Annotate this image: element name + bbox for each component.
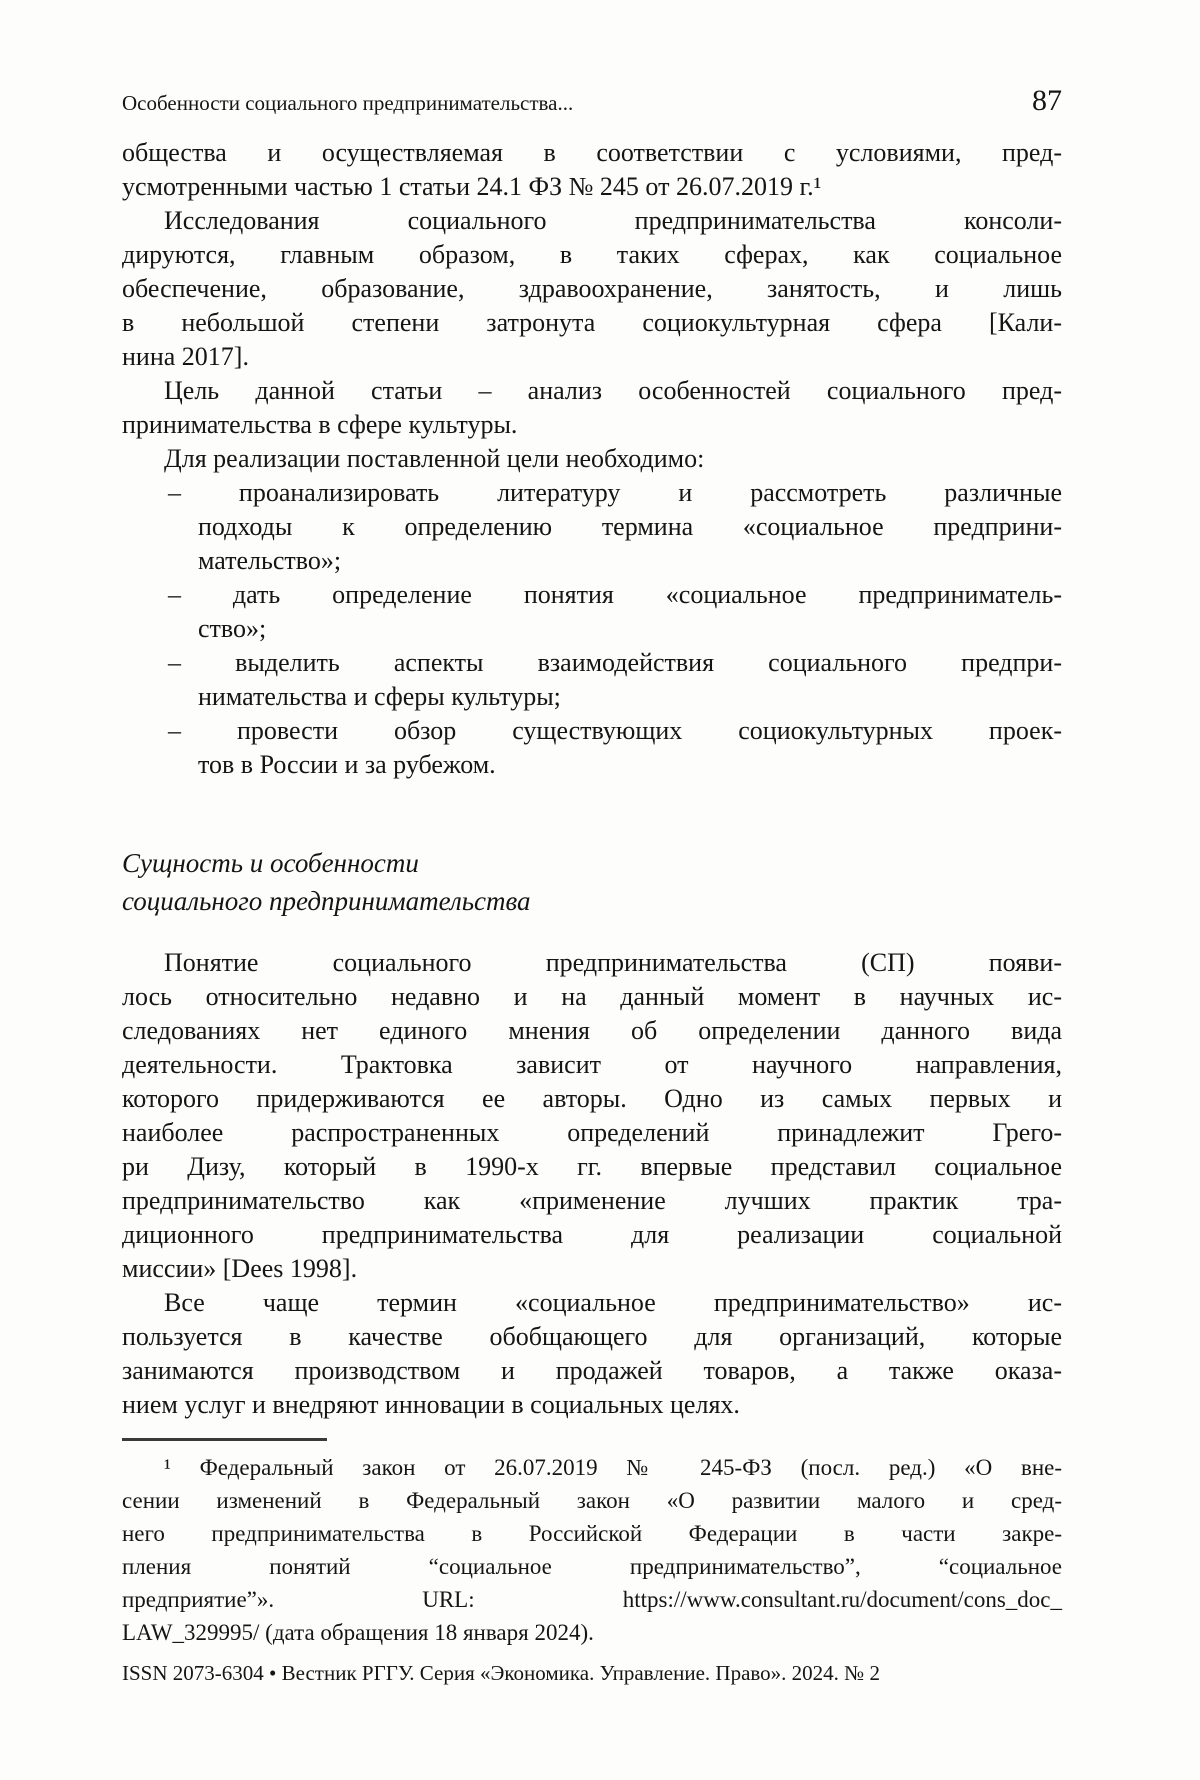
paragraph-line: пления понятий “социальное предпринимательство”, “социальное: [122, 1554, 1062, 1579]
paragraph-line: Понятие социального предпринимательства (СП) появи-: [164, 948, 1062, 977]
list-item-line: ство»;: [198, 614, 267, 643]
section-heading: [122, 844, 1062, 920]
page-number: 87: [1032, 84, 1062, 117]
paragraph-line: общества и осуществляемая в соответствии с условиями, пред-: [122, 138, 1062, 167]
list-item-line: – выделить аспекты взаимодействия социального предпри-: [168, 648, 1062, 677]
paragraph-line: занимаются производством и продажей товаров, а также оказа-: [122, 1356, 1062, 1385]
paragraph-line: сении изменений в Федеральный закон «О развитии малого и сред-: [122, 1488, 1062, 1513]
list-item-line: – дать определение понятия «социальное предприниматель-: [168, 580, 1062, 609]
paragraph-line: Цель данной статьи – анализ особенностей социального пред-: [164, 376, 1062, 405]
paragraph-line: Все чаще термин «социальное предпринимательство» ис-: [164, 1288, 1062, 1317]
footnote: [122, 1451, 1062, 1649]
paragraph-line: нина 2017].: [122, 342, 249, 371]
paragraph-line: ¹ Федеральный закон от 26.07.2019 № 245-ФЗ (посл. ред.) «О вне-: [164, 1455, 1062, 1480]
paragraph-line: лось относительно недавно и на данный момент в научных ис-: [122, 982, 1062, 1011]
section-heading-line: Сущность и особенности: [122, 848, 419, 878]
article-body-bottom: [122, 946, 1062, 1422]
list-item-line: подходы к определению термина «социальное предприни-: [198, 512, 1062, 541]
paragraph-line: наиболее распространенных определений принадлежит Грего-: [122, 1118, 1062, 1147]
paragraph-line: LAW_329995/ (дата обращения 18 января 2024).: [122, 1620, 594, 1645]
paragraph-line: следованиях нет единого мнения об определении данного вида: [122, 1016, 1062, 1045]
list-item-line: нимательства и сферы культуры;: [198, 682, 561, 711]
list-item-line: – провести обзор существующих социокультурных проек-: [168, 716, 1062, 745]
paragraph-line: деятельности. Трактовка зависит от научного направления,: [122, 1050, 1062, 1079]
paragraph-line: диционного предпринимательства для реализации социальной: [122, 1220, 1062, 1249]
paragraph-line: него предпринимательства в Российской Федерации в части закре-: [122, 1521, 1062, 1546]
list-item-line: тов в России и за рубежом.: [198, 750, 496, 779]
list-item-line: мательство»;: [198, 546, 342, 575]
running-title: Особенности социального предпринимательства...: [122, 91, 574, 115]
paragraph-line: нием услуг и внедряют инновации в социальных целях.: [122, 1390, 740, 1419]
list-item-line: – проанализировать литературу и рассмотреть различные: [168, 478, 1062, 507]
article-body-top: [122, 136, 1062, 782]
paragraph-line: которого придерживаются ее авторы. Одно из самых первых и: [122, 1084, 1062, 1113]
paragraph-line: Исследования социального предпринимательства консоли-: [164, 206, 1062, 235]
paragraph-line: в небольшой степени затронута социокультурная сфера [Кали-: [122, 308, 1062, 337]
paragraph-line: дируются, главным образом, в таких сферах, как социальное: [122, 240, 1062, 269]
paragraph-line: миссии» [Dees 1998].: [122, 1254, 358, 1283]
section-heading-line: социального предпринимательства: [122, 886, 531, 916]
paragraph-line: ри Дизу, который в 1990-х гг. впервые представил социальное: [122, 1152, 1062, 1181]
paragraph-line: предприятие”». URL: https://www.consultant.ru/document/cons_doc_: [122, 1587, 1062, 1612]
paragraph-line: Для реализации поставленной цели необходимо:: [164, 444, 705, 473]
journal-footer: ISSN 2073-6304 • Вестник РГГУ. Серия «Экономика. Управление. Право». 2024. № 2: [122, 1661, 880, 1685]
footnote-rule: [122, 1438, 327, 1441]
page-header: [122, 86, 1062, 118]
paragraph-line: предпринимательство как «применение лучших практик тра-: [122, 1186, 1062, 1215]
paragraph-line: принимательства в сфере культуры.: [122, 410, 518, 439]
paragraph-line: усмотренными частью 1 статьи 24.1 ФЗ № 245 от 26.07.2019 г.¹: [122, 172, 822, 201]
paragraph-line: обеспечение, образование, здравоохранение, занятость, и лишь: [122, 274, 1062, 303]
paragraph-line: пользуется в качестве обобщающего для организаций, которые: [122, 1322, 1062, 1351]
